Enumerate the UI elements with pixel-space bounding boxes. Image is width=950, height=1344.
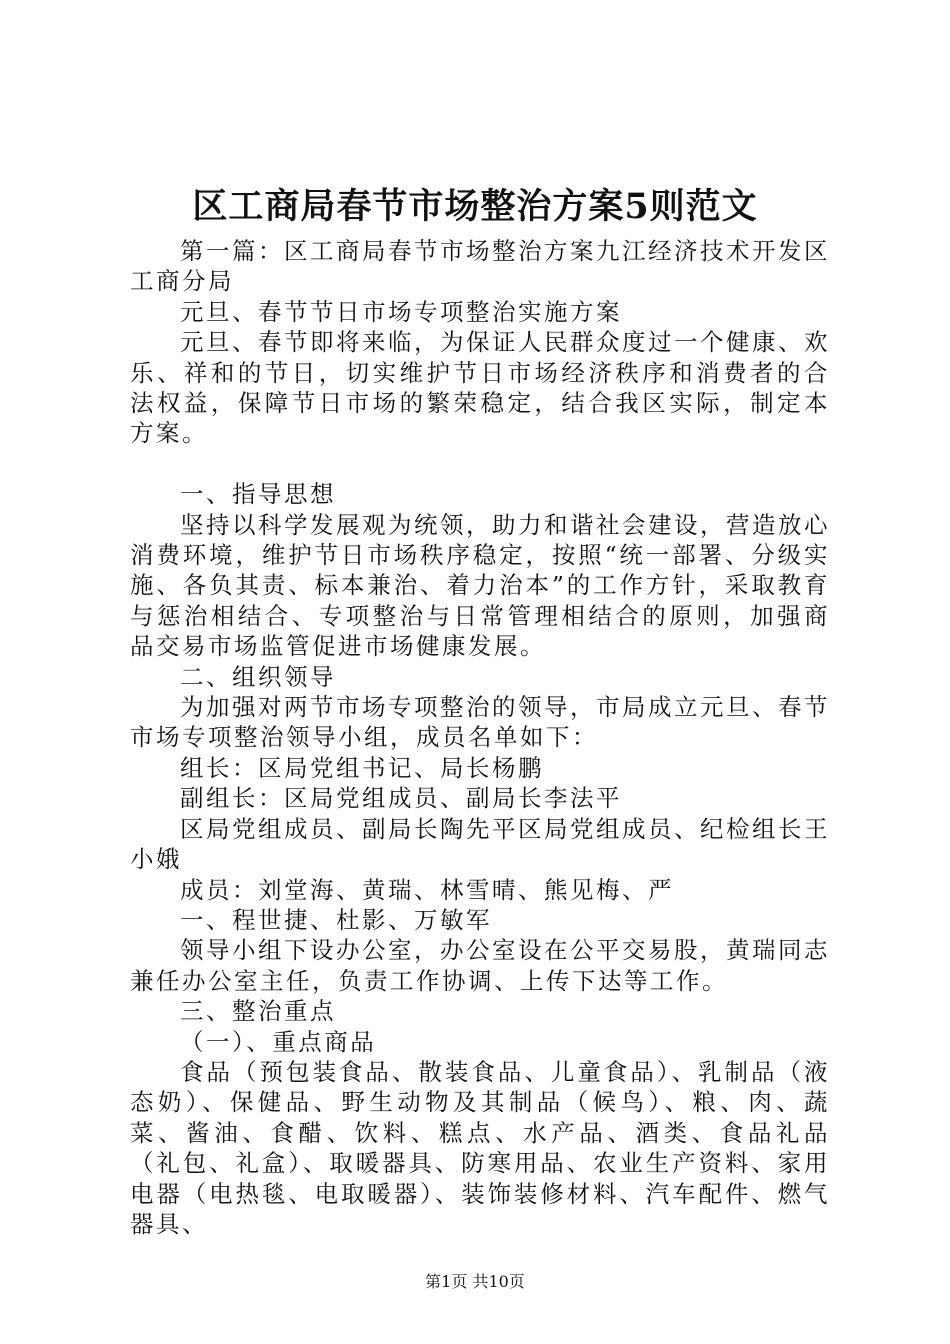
paragraph-members-cont: 一、程世捷、杜影、万敏军: [180, 905, 492, 934]
paragraph-deputy-leader: 副组长：区局党组成员、副局长李法平: [180, 784, 622, 813]
paragraph-chapter-heading: 第一篇：区工商局春节市场整治方案九江经济技术开发区工商分局: [130, 237, 830, 296]
section-heading-focus: 三、整治重点: [180, 997, 336, 1026]
paragraph-guiding: 坚持以科学发展观为统领，助力和谐社会建设，营造放心消费环境，维护节日市场秩序稳定，按照“统一部署、分级实施、各负其责、标本兼治、着力治本”的工作方针，采取教育与惩治相结合、专项整治与日常管理相结合的原则，加强商品交易市场监管促进市场健康发展。: [130, 510, 830, 661]
subsection-heading-goods: （一）、重点商品: [180, 1027, 377, 1056]
paragraph-members: 成员：刘堂海、黄瑞、林雪晴、熊见梅、严: [180, 875, 674, 904]
paragraph-deputies: 区局党组成员、副局长陶先平区局党组成员、纪检组长王小娥: [130, 814, 830, 874]
paragraph-organization: 为加强对两节市场专项整治的领导，市局成立元旦、春节市场专项整治领导小组，成员名单如下：: [130, 693, 830, 752]
paragraph-goods: 食品（预包装食品、散装食品、儿童食品）、乳制品（液态奶）、保健品、野生动物及其制品（候鸟）、粮、肉、蔬菜、酱油、食醋、饮料、糕点、水产品、酒类、食品礼品（礼包、礼盒）、取暖器具、防寒用品、农业生产资料、家用电器（电热毯、电取暖器）、装饰装修材料、汽车配件、燃气器具、: [130, 1057, 830, 1238]
document-body: [130, 236, 830, 1239]
paragraph-office: 领导小组下设办公室，办公室设在公平交易股，黄瑞同志兼任办公室主任，负责工作协调、上传下达等工作。: [130, 936, 830, 995]
paragraph-plan-title: 元旦、春节节日市场专项整治实施方案: [180, 297, 622, 326]
section-heading-guiding: 一、指导思想: [180, 480, 336, 509]
paragraph-leader: 组长：区局党组书记、局长杨鹏: [180, 753, 544, 782]
blank-line: [130, 449, 830, 479]
page-number: 第1页 共10页: [425, 1272, 525, 1291]
section-heading-organization: 二、组织领导: [180, 662, 336, 691]
document-title: 区工商局春节市场整治方案5则范文: [192, 186, 758, 227]
paragraph-intro: 元旦、春节即将来临，为保证人民群众度过一个健康、欢乐、祥和的节日，切实维护节日市场经济秩序和消费者的合法权益，保障节日市场的繁荣稳定，结合我区实际，制定本方案。: [130, 328, 830, 448]
